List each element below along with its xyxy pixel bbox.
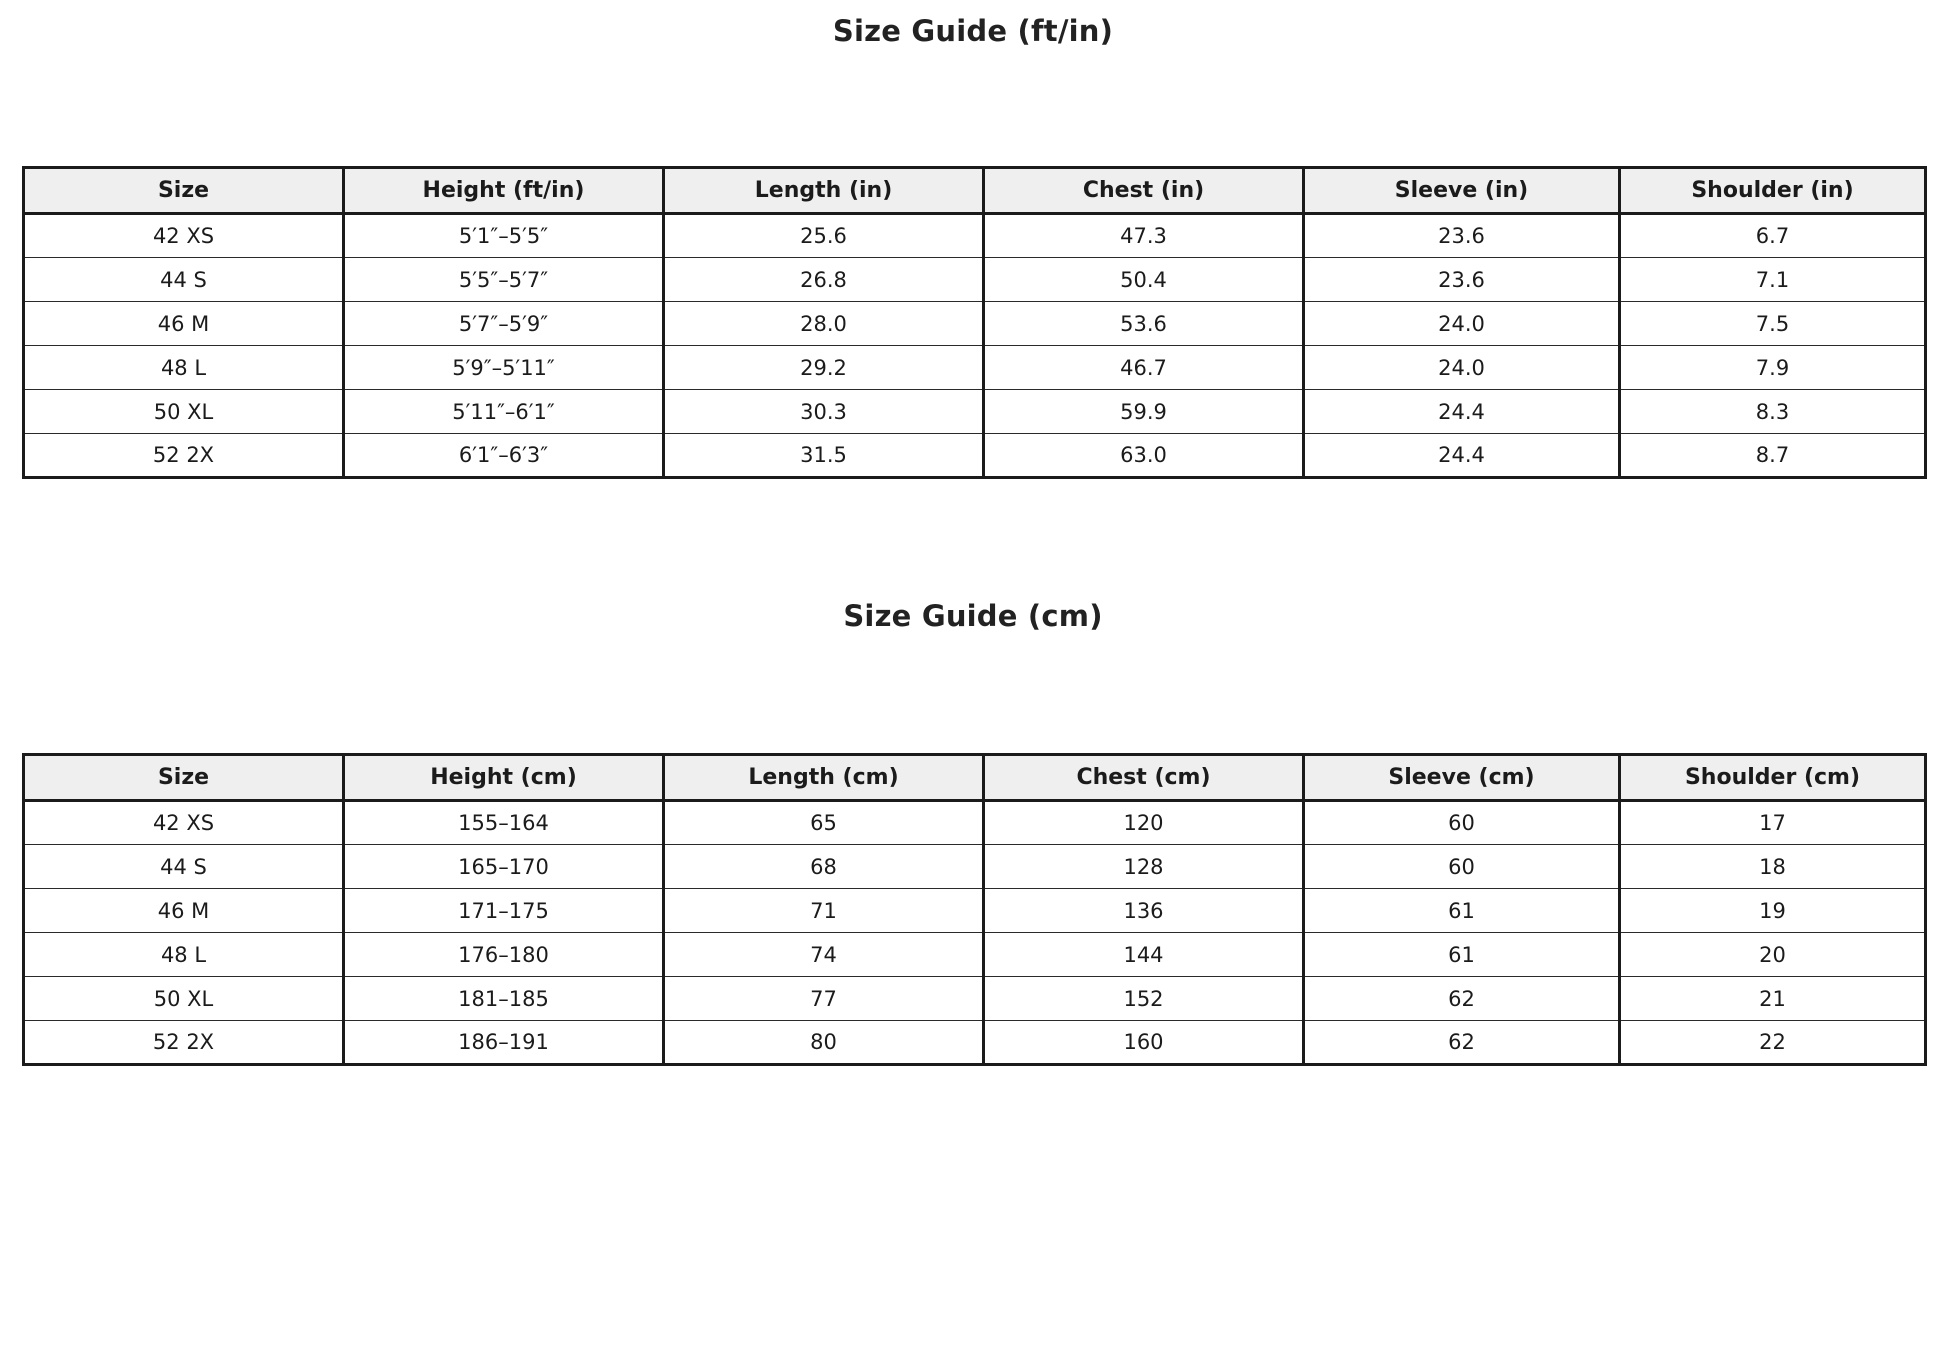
column-header-shoulder: Shoulder (cm) <box>1620 755 1926 801</box>
cell-chest: 128 <box>984 845 1304 889</box>
cell-sleeve: 61 <box>1304 889 1620 933</box>
cell-chest: 53.6 <box>984 302 1304 346</box>
table-row <box>24 258 1926 302</box>
cell-height: 5′1″–5′5″ <box>344 214 664 258</box>
imperial-table-wrap <box>0 166 1946 479</box>
cell-sleeve: 60 <box>1304 845 1620 889</box>
cell-chest: 144 <box>984 933 1304 977</box>
cell-length: 29.2 <box>664 346 984 390</box>
cell-shoulder: 8.3 <box>1620 390 1926 434</box>
cell-height: 176–180 <box>344 933 664 977</box>
cell-sleeve: 24.0 <box>1304 302 1620 346</box>
column-header-size: Size <box>24 168 344 214</box>
cell-size: 46 M <box>24 889 344 933</box>
cell-size: 50 XL <box>24 977 344 1021</box>
cell-height: 5′11″–6′1″ <box>344 390 664 434</box>
table-row <box>24 214 1926 258</box>
cell-sleeve: 62 <box>1304 977 1620 1021</box>
cell-chest: 59.9 <box>984 390 1304 434</box>
table-row <box>24 302 1926 346</box>
cell-chest: 50.4 <box>984 258 1304 302</box>
cell-sleeve: 23.6 <box>1304 258 1620 302</box>
cell-shoulder: 7.5 <box>1620 302 1926 346</box>
cell-chest: 47.3 <box>984 214 1304 258</box>
cell-length: 26.8 <box>664 258 984 302</box>
cell-size: 44 S <box>24 845 344 889</box>
cell-sleeve: 61 <box>1304 933 1620 977</box>
column-header-height: Height (ft/in) <box>344 168 664 214</box>
cell-sleeve: 24.4 <box>1304 390 1620 434</box>
cell-sleeve: 60 <box>1304 801 1620 845</box>
cell-shoulder: 22 <box>1620 1021 1926 1065</box>
table-row <box>24 434 1926 478</box>
table-row <box>24 933 1926 977</box>
table-row <box>24 346 1926 390</box>
cell-size: 44 S <box>24 258 344 302</box>
table-row <box>24 845 1926 889</box>
cell-shoulder: 17 <box>1620 801 1926 845</box>
table-header-row <box>24 168 1926 214</box>
column-header-height: Height (cm) <box>344 755 664 801</box>
cell-length: 65 <box>664 801 984 845</box>
cell-sleeve: 24.4 <box>1304 434 1620 478</box>
table-row <box>24 1021 1926 1065</box>
cell-length: 25.6 <box>664 214 984 258</box>
cell-height: 5′5″–5′7″ <box>344 258 664 302</box>
cell-chest: 120 <box>984 801 1304 845</box>
cell-size: 50 XL <box>24 390 344 434</box>
cell-shoulder: 8.7 <box>1620 434 1926 478</box>
cell-length: 68 <box>664 845 984 889</box>
cell-size: 42 XS <box>24 214 344 258</box>
cell-shoulder: 7.9 <box>1620 346 1926 390</box>
cell-height: 186–191 <box>344 1021 664 1065</box>
cell-length: 71 <box>664 889 984 933</box>
page-title-metric: Size Guide (cm) <box>843 599 1103 633</box>
cell-sleeve: 24.0 <box>1304 346 1620 390</box>
column-header-length: Length (in) <box>664 168 984 214</box>
column-header-sleeve: Sleeve (in) <box>1304 168 1620 214</box>
size-table-imperial <box>22 166 1927 479</box>
cell-size: 42 XS <box>24 801 344 845</box>
size-guide-page <box>0 14 1946 1184</box>
cell-height: 5′7″–5′9″ <box>344 302 664 346</box>
size-table-metric <box>22 753 1927 1066</box>
table-row <box>24 889 1926 933</box>
metric-table-wrap <box>0 753 1946 1066</box>
cell-chest: 46.7 <box>984 346 1304 390</box>
cell-shoulder: 6.7 <box>1620 214 1926 258</box>
column-header-chest: Chest (cm) <box>984 755 1304 801</box>
spacer-below-metric-table <box>0 1066 1946 1184</box>
cell-chest: 160 <box>984 1021 1304 1065</box>
cell-size: 48 L <box>24 933 344 977</box>
cell-chest: 152 <box>984 977 1304 1021</box>
cell-sleeve: 23.6 <box>1304 214 1620 258</box>
cell-length: 80 <box>664 1021 984 1065</box>
cell-height: 6′1″–6′3″ <box>344 434 664 478</box>
cell-height: 171–175 <box>344 889 664 933</box>
column-header-chest: Chest (in) <box>984 168 1304 214</box>
table-header-row <box>24 755 1926 801</box>
cell-size: 46 M <box>24 302 344 346</box>
table-row <box>24 977 1926 1021</box>
cell-size: 52 2X <box>24 434 344 478</box>
cell-length: 74 <box>664 933 984 977</box>
cell-size: 52 2X <box>24 1021 344 1065</box>
column-header-sleeve: Sleeve (cm) <box>1304 755 1620 801</box>
cell-sleeve: 62 <box>1304 1021 1620 1065</box>
cell-shoulder: 7.1 <box>1620 258 1926 302</box>
cell-size: 48 L <box>24 346 344 390</box>
cell-shoulder: 19 <box>1620 889 1926 933</box>
cell-height: 5′9″–5′11″ <box>344 346 664 390</box>
cell-shoulder: 18 <box>1620 845 1926 889</box>
table-row <box>24 390 1926 434</box>
table-row <box>24 801 1926 845</box>
cell-length: 30.3 <box>664 390 984 434</box>
column-header-size: Size <box>24 755 344 801</box>
spacer-between-sections <box>0 479 1946 599</box>
spacer-above-metric-table <box>0 633 1946 753</box>
cell-length: 28.0 <box>664 302 984 346</box>
cell-height: 165–170 <box>344 845 664 889</box>
cell-shoulder: 20 <box>1620 933 1926 977</box>
page-title-imperial: Size Guide (ft/in) <box>832 14 1114 48</box>
cell-chest: 63.0 <box>984 434 1304 478</box>
cell-length: 31.5 <box>664 434 984 478</box>
cell-chest: 136 <box>984 889 1304 933</box>
cell-length: 77 <box>664 977 984 1021</box>
cell-shoulder: 21 <box>1620 977 1926 1021</box>
cell-height: 155–164 <box>344 801 664 845</box>
column-header-shoulder: Shoulder (in) <box>1620 168 1926 214</box>
column-header-length: Length (cm) <box>664 755 984 801</box>
cell-height: 181–185 <box>344 977 664 1021</box>
spacer-above-imperial-table <box>0 48 1946 166</box>
